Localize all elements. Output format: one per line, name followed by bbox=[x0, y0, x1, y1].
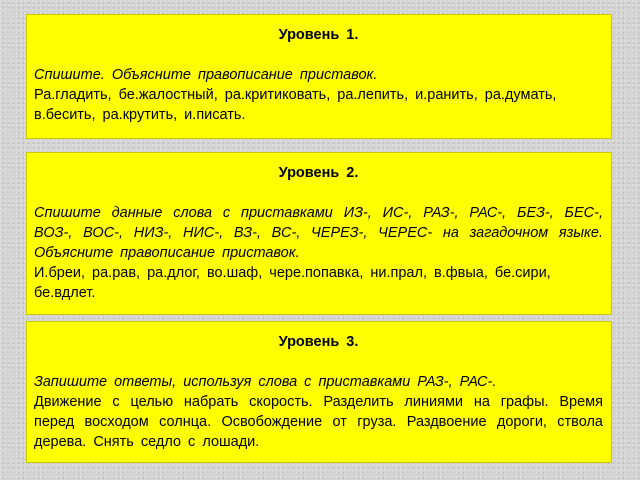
level-3-definitions: Движение с целью набрать скорость. Разделить линиями на графы. Время перед восходом солнца. Освобождение от груза. Раздвоение дороги, ствола дерева. Снять седло с лошади. bbox=[34, 394, 603, 450]
level-1-card bbox=[26, 14, 612, 139]
level-1-title: Уровень 1. bbox=[278, 27, 359, 43]
level-3-task: Запишите ответы, используя слова с приставками РАЗ-, РАС-. bbox=[34, 374, 497, 390]
level-3-card bbox=[26, 321, 612, 463]
level-1-words: Ра.гладить, бе.жалостный, ра.критиковать, ра.лепить, и.ранить, ра.думать, в.бесить, ра.крутить, и.писать. bbox=[34, 87, 557, 123]
level-2-task: Спишите данные слова с приставками ИЗ-, ИС-, РАЗ-, РАС-, БЕЗ-, БЕС-, ВОЗ-, ВОС-, НИЗ-, НИС-, ВЗ-, ВС-, ЧЕРЕЗ-, ЧЕРЕС- на загадочном языке. Объясните правописание приставок. bbox=[34, 205, 603, 261]
level-1-task: Спишите. Объясните правописание приставок. bbox=[34, 67, 378, 83]
level-3-title: Уровень 3. bbox=[278, 334, 359, 350]
level-2-title: Уровень 2. bbox=[278, 165, 359, 181]
level-2-card bbox=[26, 152, 612, 315]
level-2-words: И.бреи, ра.рав, ра.длог, во.шаф, чере.попавка, ни.прал, в.фвыа, бе.сири, бе.вдлет. bbox=[34, 265, 551, 301]
